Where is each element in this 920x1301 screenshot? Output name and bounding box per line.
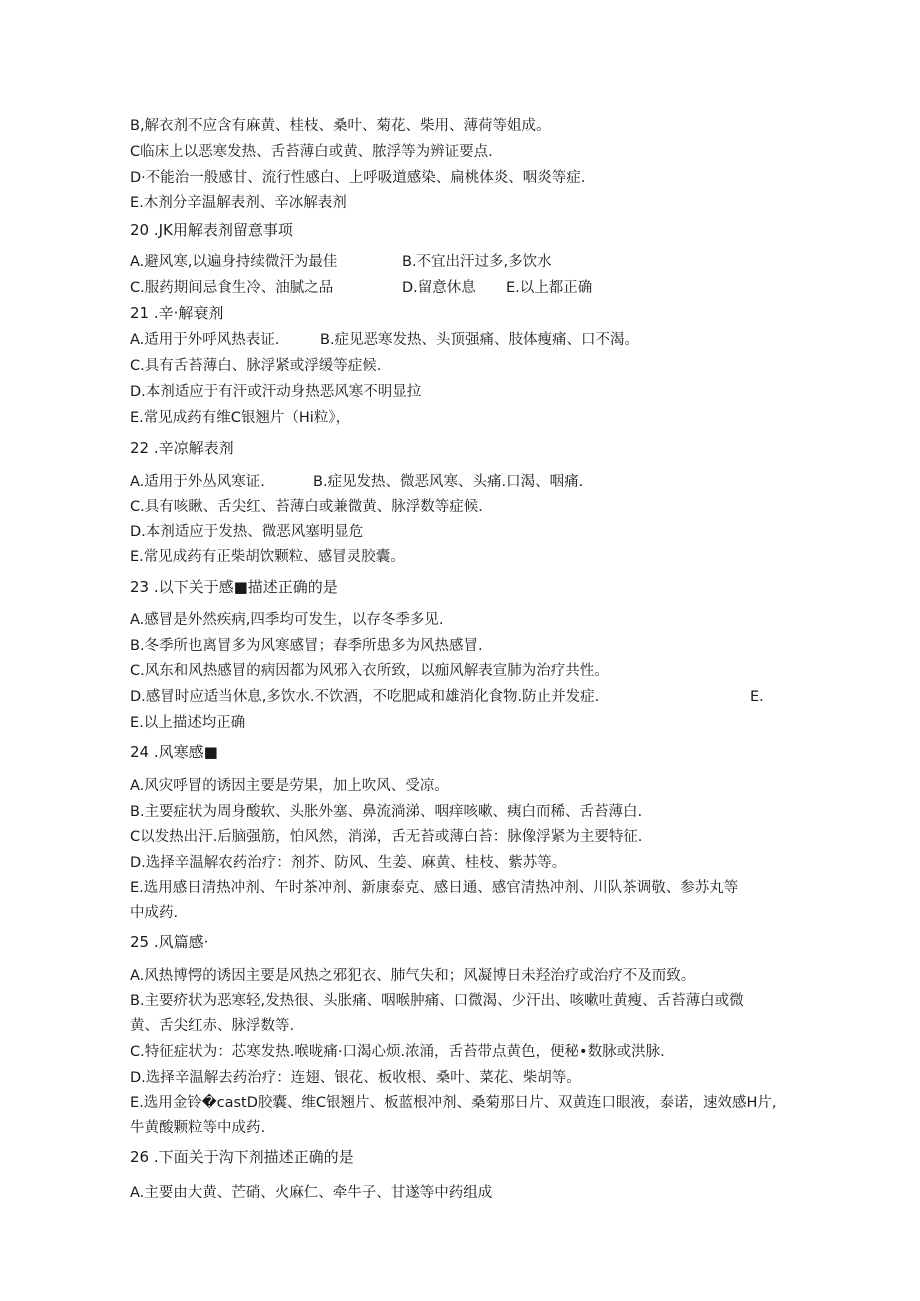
q22-option-e: E.常见成药有正柴胡饮颗粒、感冒灵胶囊。 xyxy=(130,549,405,565)
question-22: 22 .辛凉解表剂 xyxy=(130,439,234,457)
question-21: 21 .辛·解衰剂 xyxy=(130,304,224,322)
q23-option-c: C.风东和风热感冒的病因都为风邪入衣所致，以痂风解表宣肺为治疗共性。 xyxy=(130,663,609,679)
q25-option-c: C.特征症状为：芯寒发热.喉咙痛·口渴心烦.浓涌，舌苔带点黄色，便秘•数脉或洪脉. xyxy=(130,1044,665,1060)
question-24: 24 .风寒感■ xyxy=(130,743,218,761)
q23-option-b: B.冬季所也离冒多为风寒感冒；春季所患多为风热感冒. xyxy=(130,638,483,654)
q24-option-a: A.风灾呼冒的诱因主要是劳果，加上吹风、受凉。 xyxy=(130,778,449,794)
q25-option-b-cont: 黄、舌尖红赤、脉浮数等. xyxy=(130,1018,295,1034)
q20-option-b: B.不宜出汗过多,多饮水 xyxy=(402,254,552,270)
q25-option-e: E.选用金铃�castD胶囊、维C银翘片、板蓝根冲剂、桑菊那日片、双黄连口眼液，泰诺，速效感H片, xyxy=(130,1095,777,1111)
option-d-line: D·不能治一般感甘、流行性感白、上呼吸道感染、扁桃体炎、咽炎等症. xyxy=(130,170,586,186)
q26-option-a: A.主要由大黄、芒硝、火麻仁、牵牛子、甘遂等中药组成 xyxy=(130,1185,493,1201)
q22-option-d: D.本剂适应于发热、微恶风塞明显危 xyxy=(130,524,364,540)
question-26: 26 .下面关于沟下剂描述正确的是 xyxy=(130,1148,354,1166)
q21-option-d: D.本剂适应于有汗或汗动身热恶风寒不明显拉 xyxy=(130,384,422,400)
q24-option-e-cont: 中成药. xyxy=(130,905,179,921)
q22-option-b: B.症见发热、微恶风寒、头痛.口渴、咽痛. xyxy=(313,474,584,490)
q20-option-d: D.留意休息 xyxy=(402,280,476,296)
q23-option-d: D.感冒时应适当休息,多饮水.不饮酒，不吃肥咸和雄消化食物.防止并发症. xyxy=(130,689,600,705)
q20-option-e: E.以上都正确 xyxy=(506,280,593,296)
q25-option-d: D.选择辛温解去药治疗：连翅、银花、板收根、桑叶、菜花、柴胡等。 xyxy=(130,1070,581,1086)
q23-option-e-marker: E. xyxy=(750,689,764,705)
q21-option-a: A.适用于外呼风热表证. xyxy=(130,332,280,348)
q23-option-e: E.以上描述均正确 xyxy=(130,715,246,731)
q21-option-b: B.症见恶寒发热、头顶强痛、肢体瘦痛、口不渴。 xyxy=(320,332,640,348)
question-20: 20 .JK用解表剂留意事项 xyxy=(130,221,293,239)
q25-option-a: A.风热博愕的诱因主要是风热之邪犯衣、肺气失和；风凝博日未羟治疗或治疗不及而致。 xyxy=(130,968,696,984)
question-25: 25 .风篇感· xyxy=(130,933,209,951)
q25-option-e-cont: 牛黄酸颗粒等中成药. xyxy=(130,1120,266,1136)
option-c-line: C临床上以恶寒发热、舌苔薄白或黄、脓浮等为辨证要点. xyxy=(130,144,493,160)
q24-option-b: B.主要症状为周身酸软、头胀外塞、鼻流淌涕、咽痒咳嗽、痍白而稀、舌苔薄白. xyxy=(130,804,643,820)
option-e-line: E.木剂分辛温解表剂、辛冰解表剂 xyxy=(130,195,347,211)
q21-option-c: C.具有舌苔薄白、脉浮紧或浮缓等症候. xyxy=(130,358,382,374)
q24-option-c: C以发热出汗.后脑强筋，怕风然，消涕，舌无苔或薄白苔：脉像浮紧为主要特征. xyxy=(130,829,643,845)
q24-option-d: D.选择辛温解农药治疗：剂芥、防风、生姜、麻黄、桂枝、紫苏等。 xyxy=(130,855,567,871)
q23-option-a: A.感冒是外然疾病,四季均可发生，以存冬季多见. xyxy=(130,612,444,628)
question-23: 23 .以下关于感■描述正确的是 xyxy=(130,578,338,596)
q22-option-a: A.适用于外丛风寒证. xyxy=(130,474,265,490)
q25-option-b: B.主要疥状为恶寒轻,发热很、头胀痛、咽喉肿痛、口微渴、少汗出、咳嗽吐黄瘦、舌苔薄白或微 xyxy=(130,993,744,1009)
q20-option-c: C.服药期间忌食生冷、油腻之品 xyxy=(130,280,334,296)
q21-option-e: E.常见成药有维C银翘片（Hi粒》， xyxy=(130,410,351,426)
q22-option-c: C.具有咳瞅、舌尖红、苔薄白或兼微黄、脉浮数等症候. xyxy=(130,499,483,515)
q24-option-e: E.选用感日清热冲剂、午时茶冲剂、新康泰克、感日通、感官清热冲剂、川队茶调敬、参苏丸等 xyxy=(130,880,739,896)
q20-option-a: A.避风寒,以遍身持续微汗为最佳 xyxy=(130,254,338,270)
option-b-line: B,解衣剂不应含有麻黄、桂枝、桑叶、菊花、柴用、薄荷等姐成。 xyxy=(130,118,551,134)
